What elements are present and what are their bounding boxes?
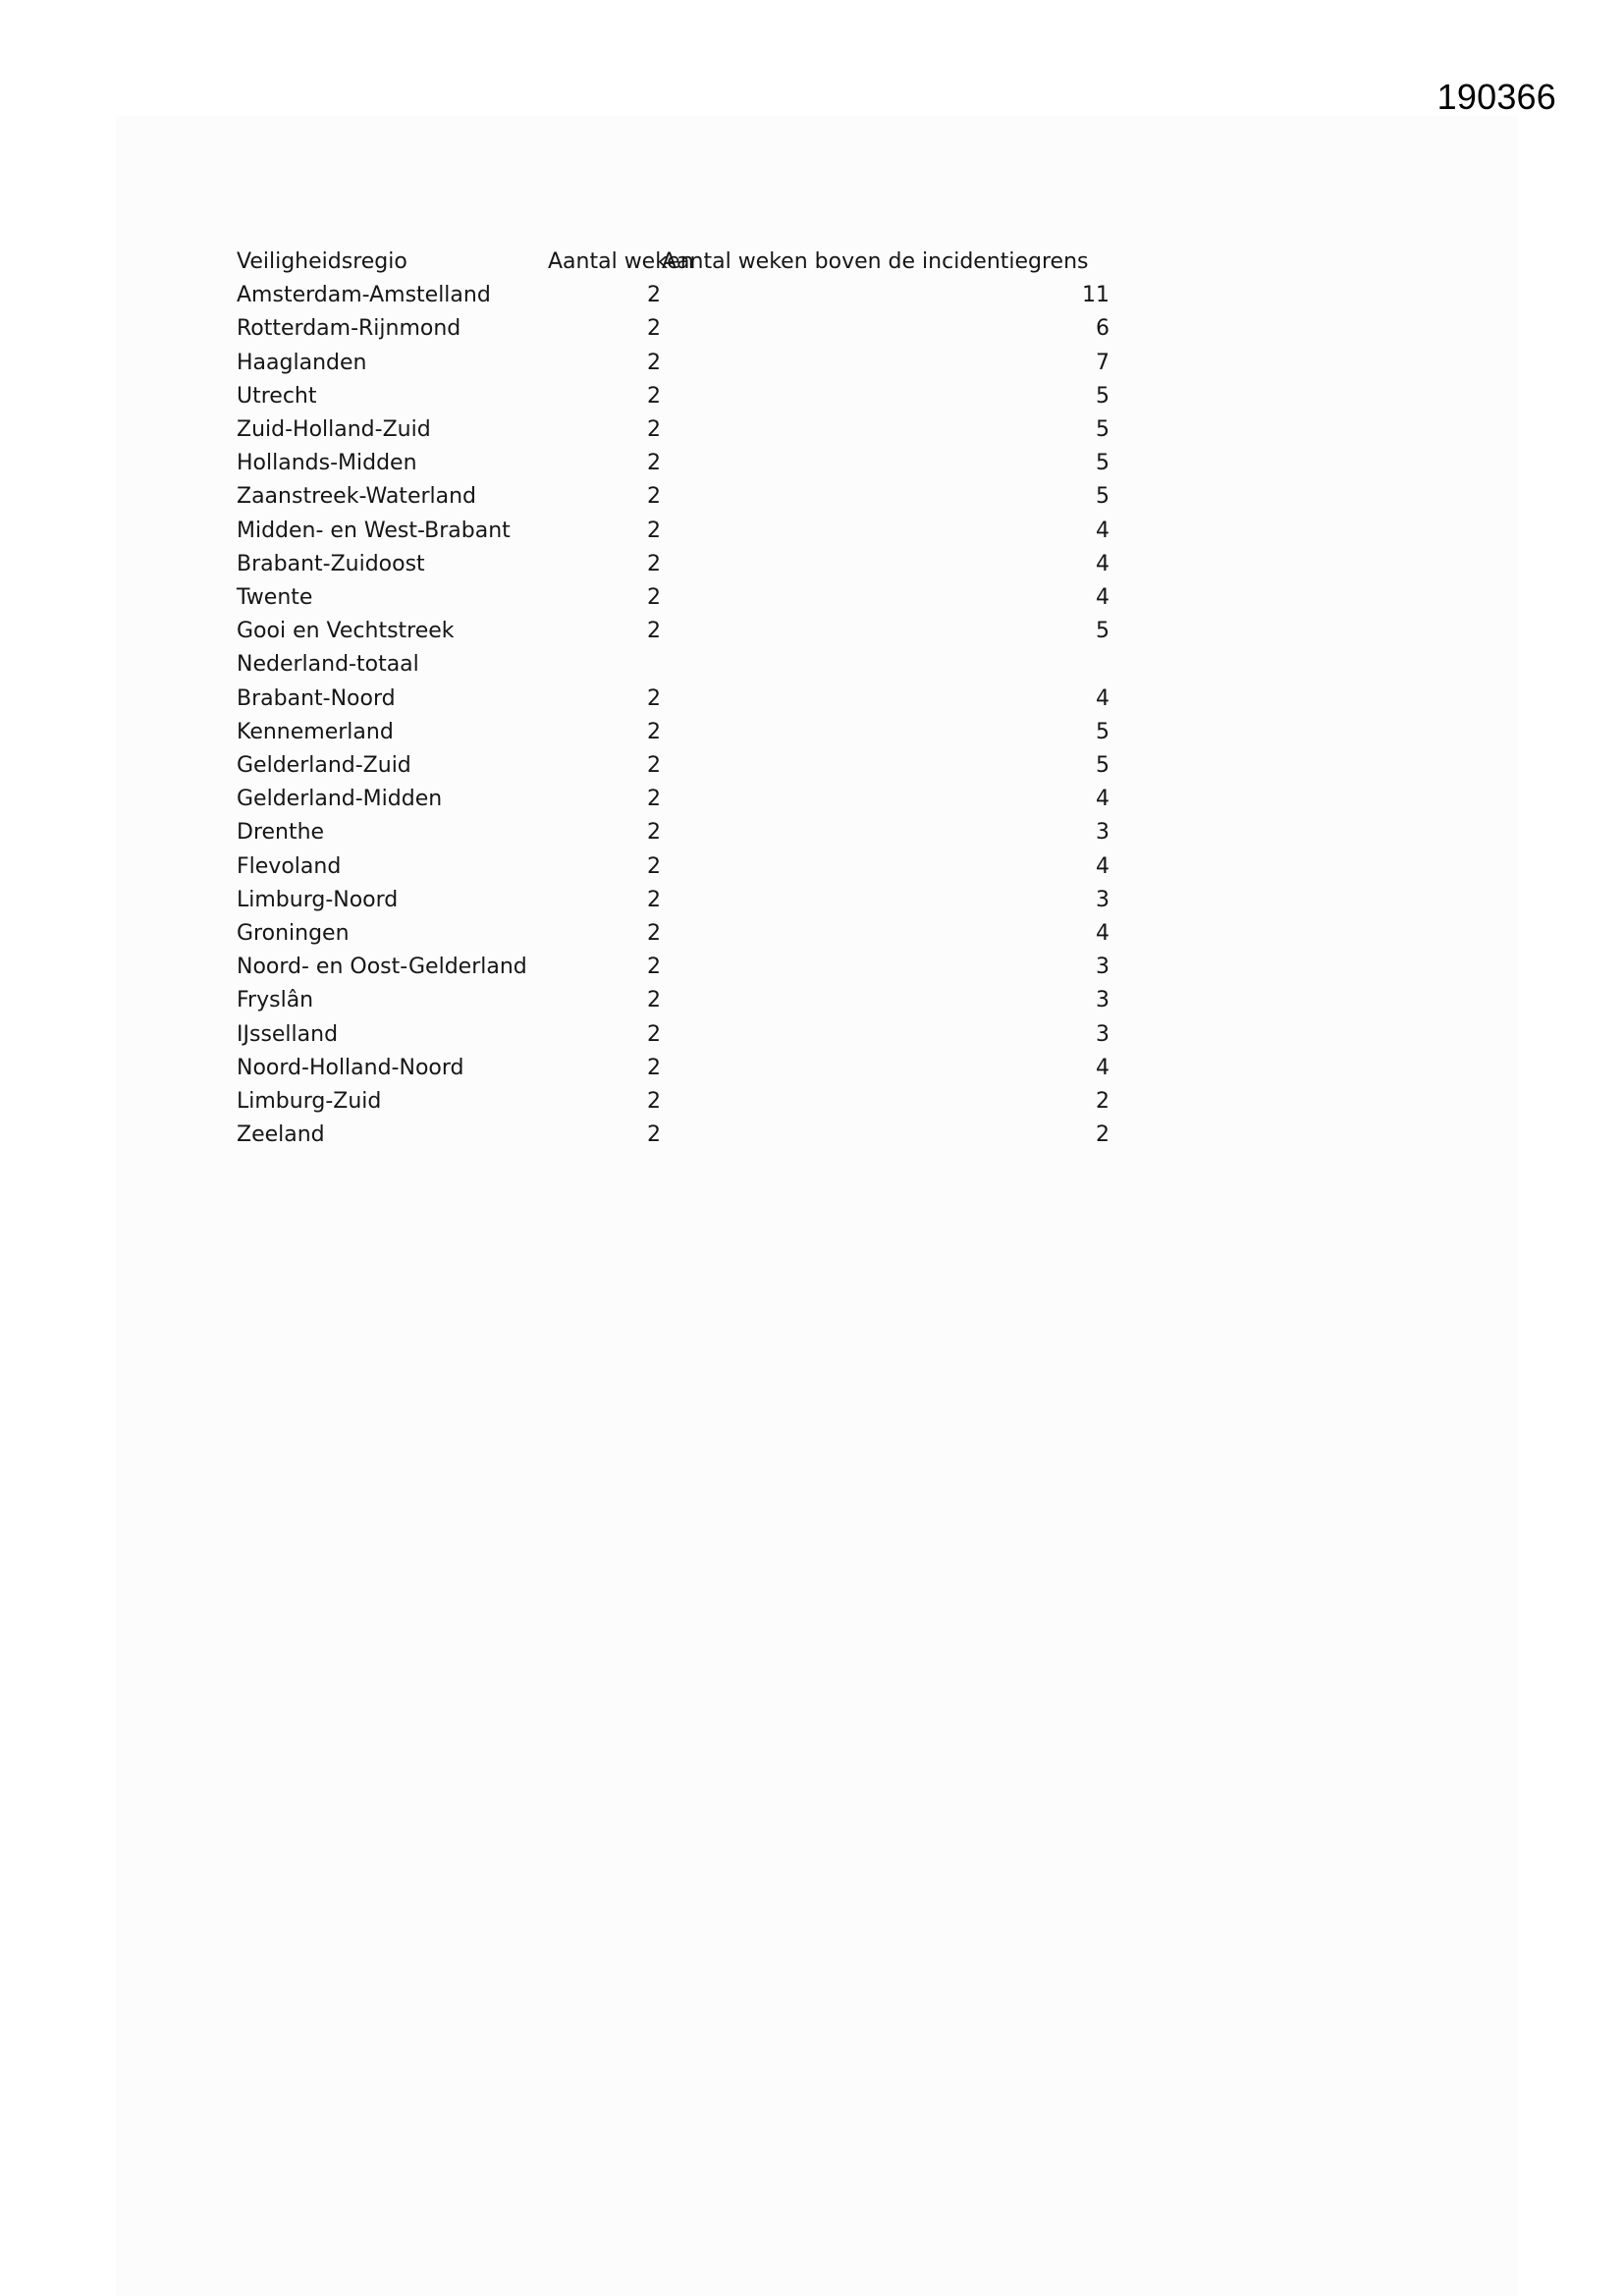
cell-weeks: 2 [647,921,661,946]
cell-weeks-above-threshold: 4 [1096,685,1110,711]
table-row [0,615,1178,648]
cell-region: Noord- en Oost-Gelderland [237,955,527,980]
cell-weeks: 2 [647,753,661,778]
cell-region: Flevoland [237,853,342,879]
table-row [0,884,1178,917]
table-row [0,347,1178,380]
cell-weeks-above-threshold: 4 [1096,787,1110,812]
table-row [0,648,1178,682]
cell-weeks: 2 [647,283,661,308]
cell-weeks: 2 [647,316,661,342]
cell-region: Zuid-Holland-Zuid [237,417,431,442]
cell-weeks: 2 [647,1089,661,1114]
cell-weeks-above-threshold: 4 [1096,853,1110,879]
cell-region: Nederland-totaal [237,652,419,678]
cell-region: Haaglanden [237,350,367,375]
table-row [0,1119,1178,1152]
cell-region: Drenthe [237,820,325,846]
table-row [0,1052,1178,1085]
table-row [0,447,1178,480]
cell-weeks: 2 [647,484,661,510]
table-row [0,683,1178,716]
table-row [0,749,1178,783]
cell-weeks: 2 [647,955,661,980]
table-row [0,917,1178,951]
cell-region: Noord-Holland-Noord [237,1055,464,1080]
cell-weeks: 2 [647,619,661,644]
table-row [0,279,1178,312]
table-row [0,581,1178,615]
cell-region: Twente [237,585,313,610]
cell-region: Gelderland-Zuid [237,753,411,778]
cell-region: Hollands-Midden [237,451,417,476]
cell-weeks-above-threshold: 4 [1096,1055,1110,1080]
cell-weeks [550,648,661,682]
cell-region: Zaanstreek-Waterland [237,484,477,510]
table-row [0,716,1178,749]
cell-region: Brabant-Zuidoost [237,551,425,576]
cell-region: Rotterdam-Rijnmond [237,316,461,342]
cell-weeks: 2 [647,719,661,744]
document-number: 190366 [1436,77,1556,117]
cell-weeks-above-threshold: 3 [1096,988,1110,1013]
cell-weeks-above-threshold: 5 [1096,719,1110,744]
table-row [0,1018,1178,1052]
cell-weeks-above-threshold: 3 [1096,1021,1110,1047]
header-region: Veiligheidsregio [237,249,407,274]
cell-weeks-above-threshold: 4 [1096,518,1110,543]
cell-weeks: 2 [647,451,661,476]
table-row [0,380,1178,413]
cell-region: Midden- en West-Brabant [237,518,511,543]
table-row [0,312,1178,346]
cell-weeks-above-threshold: 7 [1096,350,1110,375]
cell-weeks-above-threshold: 3 [1096,820,1110,846]
table-row [0,850,1178,884]
cell-weeks: 2 [647,551,661,576]
cell-region: Limburg-Noord [237,887,399,912]
cell-weeks-above-threshold: 4 [1096,551,1110,576]
cell-weeks: 2 [647,383,661,409]
cell-weeks: 2 [647,417,661,442]
table-row [0,480,1178,514]
table-row [0,783,1178,816]
cell-region: Brabant-Noord [237,685,396,711]
cell-weeks-above-threshold: 5 [1096,451,1110,476]
cell-weeks: 2 [647,787,661,812]
cell-region: Gelderland-Midden [237,787,443,812]
table-row [0,515,1178,548]
cell-region: Utrecht [237,383,317,409]
cell-weeks: 2 [647,1122,661,1148]
cell-weeks-above-threshold: 4 [1096,585,1110,610]
cell-region: Kennemerland [237,719,394,744]
cell-weeks-above-threshold: 5 [1096,753,1110,778]
cell-weeks: 2 [647,887,661,912]
cell-weeks: 2 [647,988,661,1013]
cell-weeks: 2 [647,518,661,543]
cell-region: IJsselland [237,1021,339,1047]
table-row [0,548,1178,581]
cell-weeks-above-threshold: 5 [1096,417,1110,442]
cell-weeks: 2 [647,350,661,375]
cell-region: Zeeland [237,1122,325,1148]
header-weeks-above-threshold: Aantal weken boven de incidentiegrens [662,249,1089,274]
cell-weeks: 2 [647,853,661,879]
cell-weeks: 2 [647,820,661,846]
cell-region: Groningen [237,921,350,946]
cell-weeks-above-threshold: 3 [1096,955,1110,980]
cell-weeks-above-threshold: 6 [1096,316,1110,342]
cell-weeks-above-threshold: 4 [1096,921,1110,946]
cell-weeks-above-threshold: 2 [1096,1089,1110,1114]
cell-region: Limburg-Zuid [237,1089,382,1114]
cell-region: Gooi en Vechtstreek [237,619,455,644]
cell-weeks-above-threshold: 11 [1082,283,1110,308]
cell-weeks-above-threshold: 3 [1096,887,1110,912]
header-weeks: Aantal weken [548,249,694,274]
table-row [0,816,1178,849]
cell-weeks-above-threshold: 5 [1096,484,1110,510]
cell-weeks-above-threshold: 5 [1096,383,1110,409]
cell-weeks-above-threshold: 5 [1096,619,1110,644]
table-row [0,413,1178,447]
cell-weeks: 2 [647,1021,661,1047]
cell-weeks-above-threshold [992,648,1110,682]
cell-region: Fryslân [237,988,314,1013]
table-row [0,951,1178,984]
table-row [0,1085,1178,1119]
table-row [0,984,1178,1017]
cell-weeks: 2 [647,585,661,610]
cell-weeks: 2 [647,1055,661,1080]
table-header-row [0,246,1178,279]
cell-weeks-above-threshold: 2 [1096,1122,1110,1148]
cell-region: Amsterdam-Amstelland [237,283,491,308]
cell-weeks: 2 [647,685,661,711]
